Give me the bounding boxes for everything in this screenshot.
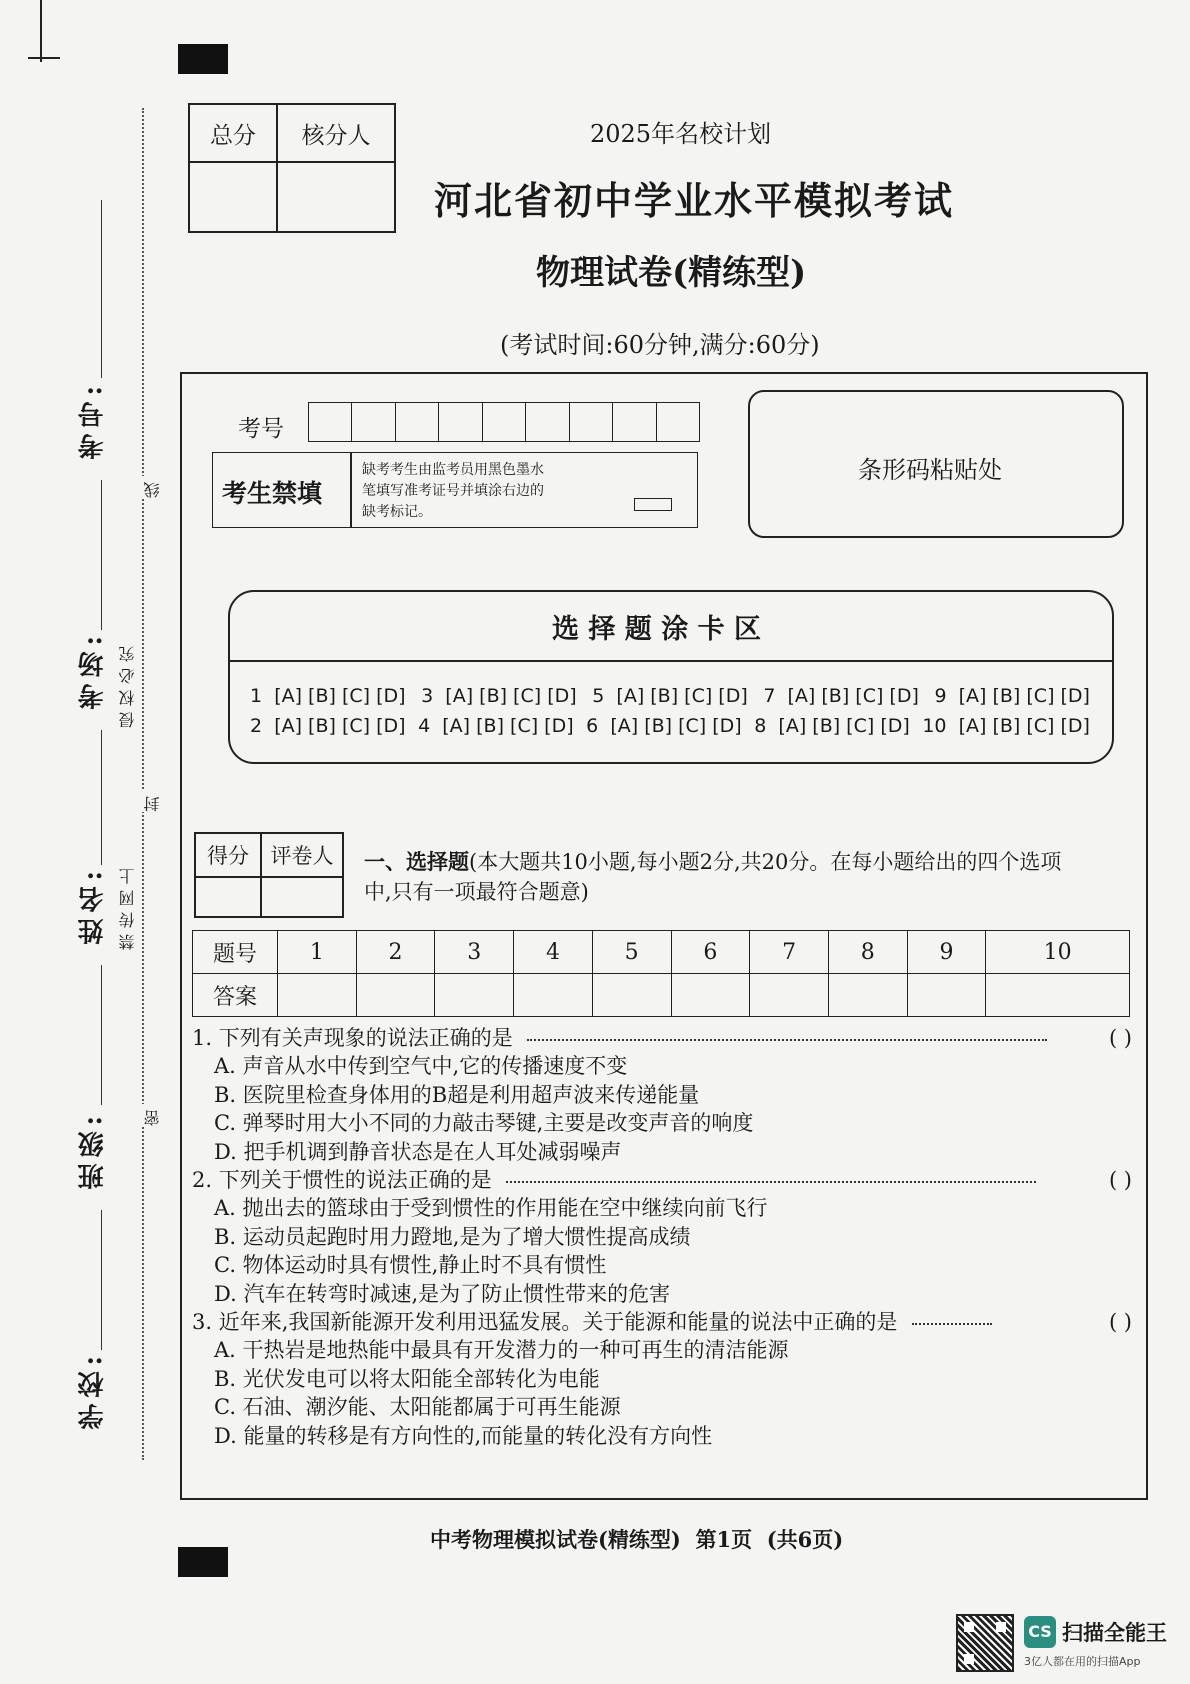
answer-table-number: 2 xyxy=(356,931,435,974)
answer-table-head: 题号 xyxy=(193,931,278,974)
answer-cell[interactable] xyxy=(671,974,750,1017)
choice-row-2 xyxy=(250,715,1090,737)
answer-table-number: 8 xyxy=(828,931,907,974)
choice-item[interactable]: 4 [A] [B] [C] [D] xyxy=(418,715,574,737)
school-side-field xyxy=(101,1210,102,1350)
question xyxy=(192,1308,1132,1336)
section-desc-2: 中,只有一项最符合题意) xyxy=(364,880,589,904)
answer-cell[interactable] xyxy=(356,974,435,1017)
answer-paren: ( ) xyxy=(1108,1026,1132,1050)
choice-item[interactable]: 5 [A] [B] [C] [D] xyxy=(592,685,748,707)
answer-table-number: 9 xyxy=(907,931,986,974)
option: D. 把手机调到静音状态是在人耳处减弱噪声 xyxy=(214,1139,622,1164)
choice-item[interactable]: 7 [A] [B] [C] [D] xyxy=(763,685,919,707)
exam-info: (考试时间:60分钟,满分:60分) xyxy=(500,331,820,359)
total-score-cell[interactable] xyxy=(189,162,277,232)
absent-note-1: 缺考考生由监考员用黑色墨水 xyxy=(362,462,544,478)
option: C. 弹琴时用大小不同的力敲击琴键,主要是改变声音的响度 xyxy=(214,1111,754,1136)
total-score-table xyxy=(188,103,396,233)
seal-mark: 封 xyxy=(143,790,162,812)
section-score-label: 得分 xyxy=(195,833,261,877)
answer-cell[interactable] xyxy=(435,974,514,1017)
choice-row-1 xyxy=(250,685,1090,707)
choice-item[interactable]: 8 [A] [B] [C] [D] xyxy=(754,715,910,737)
total-score-label: 总分 xyxy=(189,104,277,162)
answer-paren: ( ) xyxy=(1108,1310,1132,1335)
alignment-mark-top xyxy=(178,44,228,74)
absent-note-2: 笔填写准考证号并填涂右边的 xyxy=(362,483,544,499)
option: A. 干热岩是地热能中最具有开发潜力的一种可再生的清洁能源 xyxy=(214,1338,789,1363)
exam-no-side-field xyxy=(101,200,102,378)
question-leader xyxy=(912,1323,992,1325)
choice-item[interactable]: 1 [A] [B] [C] [D] xyxy=(250,685,406,707)
section-score-cell[interactable] xyxy=(195,877,261,917)
class-side-label: 班级: xyxy=(78,1110,108,1190)
option: C. 物体运动时具有惯性,静止时不具有惯性 xyxy=(214,1253,607,1278)
choice-item[interactable]: 2 [A] [B] [C] [D] xyxy=(250,715,406,737)
option: B. 医院里检查身体用的B超是利用超声波来传递能量 xyxy=(214,1082,700,1107)
answer-table-number: 1 xyxy=(278,931,357,974)
question-stem: 3. 近年来,我国新能源开发利用迅猛发展。关于能源和能量的说法中正确的是 xyxy=(192,1310,898,1335)
qr-code xyxy=(956,1614,1014,1672)
absent-label: 考生禁填 xyxy=(222,479,323,508)
option: D. 能量的转移是有方向性的,而能量的转化没有方向性 xyxy=(214,1423,713,1448)
question xyxy=(192,1024,1132,1052)
absent-mark-box[interactable] xyxy=(634,498,672,511)
school-side-label: 学校: xyxy=(78,1350,108,1430)
option: B. 光伏发电可以将太阳能全部转化为电能 xyxy=(214,1366,600,1391)
answer-paren: ( ) xyxy=(1108,1168,1132,1193)
crop-mark-vertical xyxy=(40,0,42,62)
answer-table-number: 6 xyxy=(671,931,750,974)
alignment-mark-bottom xyxy=(178,1547,228,1577)
answer-cell[interactable] xyxy=(514,974,593,1017)
section-heading: 一、选择题 xyxy=(364,849,469,874)
line-mark: 线 xyxy=(143,476,162,498)
answer-cell[interactable] xyxy=(986,974,1130,1017)
exam-no-side-label: 考号: xyxy=(78,380,108,460)
option: D. 汽车在转弯时减速,是为了防止惯性带来的危害 xyxy=(214,1281,671,1306)
answer-table-number: 4 xyxy=(514,931,593,974)
secret-mark: 密 xyxy=(143,1104,162,1126)
question-stem: 1. 下列有关声现象的说法正确的是 xyxy=(192,1026,513,1050)
forbid-notice: 禁传网上 xyxy=(118,862,137,950)
plan-title: 2025年名校计划 xyxy=(590,120,772,148)
answer-table-number: 10 xyxy=(986,931,1130,974)
option: B. 运动员起跑时用力蹬地,是为了增大惯性提高成绩 xyxy=(214,1224,691,1249)
crop-mark-horizontal xyxy=(28,57,60,59)
answer-cell[interactable] xyxy=(828,974,907,1017)
answer-table xyxy=(192,930,1130,1017)
subject-title: 物理试卷(精练型) xyxy=(536,253,807,293)
exam-no-label: 考号 xyxy=(238,416,284,442)
answer-cell[interactable] xyxy=(907,974,986,1017)
class-side-field xyxy=(101,965,102,1105)
option: A. 抛出去的篮球由于受到惯性的作用能在空中继续向前飞行 xyxy=(214,1196,768,1221)
scanner-app-name: 扫描全能王 xyxy=(1062,1621,1167,1645)
answer-table-number: 3 xyxy=(435,931,514,974)
section-grader-cell[interactable] xyxy=(261,877,343,917)
barcode-label: 条形码粘贴处 xyxy=(858,456,1002,484)
choice-item[interactable]: 6 [A] [B] [C] [D] xyxy=(586,715,742,737)
name-side-label: 姓名: xyxy=(78,865,108,945)
exam-room-side-label: 考场: xyxy=(78,630,108,710)
answer-cell[interactable] xyxy=(278,974,357,1017)
exam-title: 河北省初中学业水平模拟考试 xyxy=(434,178,955,223)
choice-card-title: 选 择 题 涂 卡 区 xyxy=(552,614,761,645)
question xyxy=(192,1166,1132,1194)
choice-item[interactable]: 3 [A] [B] [C] [D] xyxy=(421,685,577,707)
section-grader-label: 评卷人 xyxy=(261,833,343,877)
exam-room-side-field xyxy=(101,480,102,630)
score-checker-cell[interactable] xyxy=(277,162,395,232)
choice-item[interactable]: 9 [A] [B] [C] [D] xyxy=(934,685,1090,707)
absent-box-divider xyxy=(350,452,352,528)
answer-cell[interactable] xyxy=(750,974,829,1017)
questions xyxy=(192,1024,1132,1450)
section-heading-line-1 xyxy=(364,846,1061,876)
name-side-field xyxy=(101,730,102,865)
question-stem: 2. 下列关于惯性的说法正确的是 xyxy=(192,1168,492,1193)
infringe-notice: 侵权必究 xyxy=(118,640,137,728)
answer-cell[interactable] xyxy=(592,974,671,1017)
question-leader xyxy=(506,1181,1036,1183)
scanner-slogan: 3亿人都在用的扫描App xyxy=(1024,1655,1141,1668)
page-footer: 中考物理模拟试卷(精练型) 第1页 (共6页) xyxy=(430,1527,844,1552)
answer-table-number: 7 xyxy=(750,931,829,974)
question-leader xyxy=(527,1039,1047,1041)
exam-no-boxes[interactable] xyxy=(308,402,700,442)
option: A. 声音从水中传到空气中,它的传播速度不变 xyxy=(214,1054,628,1079)
option: C. 石油、潮汐能、太阳能都属于可再生能源 xyxy=(214,1395,621,1420)
answer-table-number: 5 xyxy=(592,931,671,974)
binding-line xyxy=(142,108,144,1460)
choice-card-divider xyxy=(228,660,1114,662)
score-checker-label: 核分人 xyxy=(277,104,395,162)
absent-note-3: 缺考标记。 xyxy=(362,504,432,520)
section-desc-1: (本大题共10小题,每小题2分,共20分。在每小题给出的四个选项 xyxy=(469,850,1062,874)
scanner-logo-icon: CS xyxy=(1024,1616,1056,1648)
answer-table-answer-label: 答案 xyxy=(193,974,278,1017)
section-score-table xyxy=(194,832,344,918)
choice-item[interactable]: 10 [A] [B] [C] [D] xyxy=(922,715,1090,737)
